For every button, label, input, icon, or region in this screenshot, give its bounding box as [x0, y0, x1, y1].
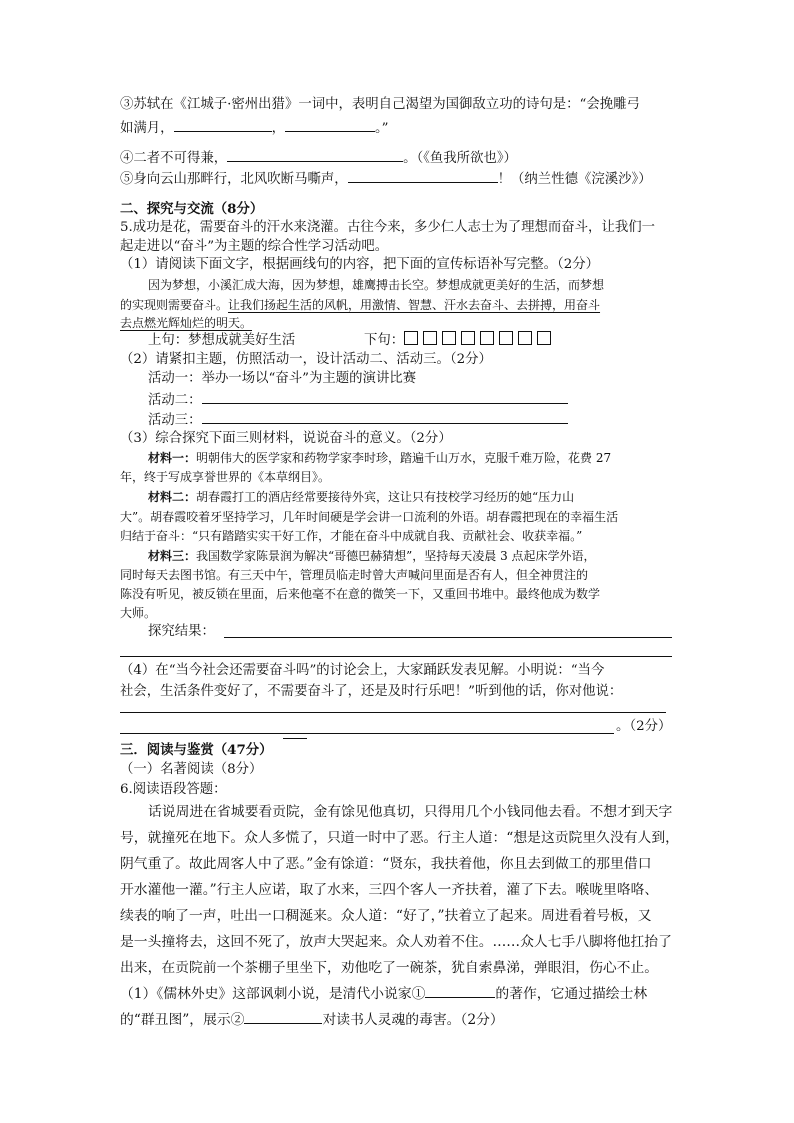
q6-1-blank-1[interactable] [425, 983, 495, 998]
char-box-3[interactable] [442, 331, 456, 345]
para1-plain: 的实现则需要奋斗。 [120, 298, 229, 312]
activity-2-label: 活动二： [148, 393, 202, 408]
slogan-lower-label: 下句： [364, 333, 405, 348]
q5-line [120, 168, 652, 190]
para1-line3: 去点燃光辉灿烂的明天。 [120, 316, 253, 330]
q6-1-text-b: 的著作，它通过描绘士林 [495, 986, 648, 1002]
excerpt-line-1: 话说周进在省城要看贡院，金有馀见他真切，只得用几个小钱同他去看。不想才到天字 [148, 804, 673, 820]
excerpt-line-2: 号，就撞死在地下。众人多慌了，只道一时中了恶。行主人道：“想是这贡院里久没有人到， [120, 830, 679, 846]
result-answer-line-2[interactable] [120, 656, 672, 657]
sub-question-3: （3）综合探究下面三则材料，说说奋斗的意义。（2分） [120, 431, 452, 446]
section2-heading: 二、探究与交流（8分） [120, 201, 264, 217]
material-1-line2: 年，终于写成享誉世界的《本草纲目》。 [120, 470, 331, 484]
activity-3-blank[interactable] [202, 409, 568, 424]
material-3-line2: 同时每天去图书馆。有三天中午，管理员临走时曾大声喊问里面是否有人，但全神贯注的 [120, 568, 589, 582]
short-mark [283, 738, 307, 739]
q4-blank[interactable] [227, 147, 403, 162]
para1-underlined: 让我们扬起生活的风帆，用激情、智慧、汗水去奋斗、去拼搏，用奋斗 [228, 298, 601, 312]
material-2-line3: 归结于奋斗：“只有踏踏实实干好工作，才能在奋斗中成就自我、贡献社会、收获幸福。” [120, 529, 583, 543]
material-3-line1 [148, 547, 596, 566]
sub-question-4-points: 。（2分） [616, 719, 672, 734]
q3-text-b: ， [271, 121, 285, 136]
q6-1-blank-2[interactable] [244, 1009, 322, 1024]
excerpt-line-3: 阴气重了。故此周客人中了恶。”金有馀道：“贤东，我扶着他，你且去到做工的那里借口 [120, 856, 652, 872]
answer-line-4b[interactable] [120, 733, 614, 734]
sub-question-4-line2: 社会，生活条件变好了，不需要奋斗了，还是及时行乐吧！”听到他的话，你对他说： [120, 684, 623, 699]
material-1-text-a: 明朝伟大的医学家和药物学家李时珍，踏遍千山万水，克服千难万险，花费 27 [196, 451, 612, 465]
q5-intro-1: 5.成功是花，需要奋斗的汗水来浇灌。古往今来，多少仁人志士为了理想而奋斗，让我们一 [120, 220, 656, 235]
activity-2-blank[interactable] [202, 389, 568, 404]
activity-3 [148, 409, 568, 431]
material-2-line2: 大”。胡春霞咬着牙坚持学习，几年时间硬是学会讲一口流利的外语。胡春霞把现在的幸福生活 [120, 510, 619, 524]
material-2-line1 [148, 488, 574, 507]
char-box-7[interactable] [518, 331, 532, 345]
char-box-5[interactable] [480, 331, 494, 345]
q3-blank-2[interactable] [285, 117, 375, 132]
material-3-line3: 陈没有听见，被反锁在里面，后来他毫不在意的微笑一下，又重回书堆中。最终他成为数学 [120, 587, 601, 601]
char-box-1[interactable] [404, 331, 418, 345]
material-3-text-a: 我国数学家陈景润为解决“哥德巴赫猜想”，坚持每天凌晨 3 点起床学外语， [196, 549, 596, 563]
q4-text-a: ④二者不可得兼， [120, 151, 228, 166]
q6-1-line2 [120, 1007, 504, 1033]
q5-text-b: ！（纳兰性德《浣溪沙》） [497, 172, 652, 187]
q3-text-c: 。” [374, 121, 389, 136]
sub-question-2: （2）请紧扣主题，仿照活动一，设计活动二、活动三。（2分） [120, 352, 492, 367]
char-box-6[interactable] [499, 331, 513, 345]
char-box-2[interactable] [423, 331, 437, 345]
material-3-label: 材料三： [148, 549, 197, 563]
excerpt-line-4: 开水灌他一灌。”行主人应诺，取了水来，三四个客人一齐扶着，灌了下去。喉咙里咯咯、 [120, 882, 659, 898]
q5-blank[interactable] [348, 168, 498, 183]
result-answer-line-1[interactable] [224, 637, 672, 638]
section3-heading: 三．阅读与鉴赏（47分） [120, 742, 273, 758]
part1-heading: （一）名著阅读（8分） [120, 762, 263, 777]
q5-text-a: ⑤身向云山那畔行，北风吹断马嘶声， [120, 172, 348, 187]
q6-1-text-a: （1）《儒林外史》这部讽刺小说，是清代小说家① [120, 986, 426, 1002]
result-label: 探究结果： [148, 624, 215, 639]
q3-line1: ③苏轼在《江城子·密州出猎》一词中，表明自己渴望为国御敌立功的诗句是：“会挽雕弓 [120, 97, 640, 112]
activity-2 [148, 389, 568, 411]
q6-heading: 6.阅读语段答题： [120, 782, 227, 797]
char-box-4[interactable] [461, 331, 475, 345]
char-box-8[interactable] [537, 331, 551, 345]
q3-text-a: 如满月， [120, 121, 174, 136]
material-2-label: 材料二： [148, 490, 197, 504]
excerpt-line-5: 续表的响了一声，吐出一口稠涎来。众人道：“好了，”扶着立了起来。周进看着号板，又 [120, 908, 652, 924]
material-1-line1 [148, 449, 611, 468]
q5-intro-2: 起走进以“奋斗”为主题的综合性学习活动吧。 [120, 239, 389, 254]
q6-1-text-c: 的“群丑图”，展示② [120, 1012, 245, 1028]
q3-blank-1[interactable] [174, 117, 272, 132]
slogan-upper: 上句：梦想成就美好生活 [148, 333, 296, 348]
q4-line [120, 147, 517, 169]
q3-line2 [120, 117, 389, 139]
sub-question-4-line1: （4）在“当今社会还需要奋斗吗”的讨论会上，大家踊跃发表见解。小明说：“当今 [120, 663, 605, 678]
material-1-label: 材料一： [148, 451, 197, 465]
q4-text-b: 。（《鱼我所欲也》） [403, 151, 517, 166]
excerpt-line-7: 出来，在贡院前一个茶棚子里坐下，劝他吃了一碗茶，犹自索鼻涕，弹眼泪，伤心不止。 [120, 960, 659, 976]
sub-question-1: （1）请阅读下面文字，根据画线句的内容，把下面的宣传标语补写完整。（2分） [120, 257, 600, 272]
activity-3-label: 活动三： [148, 413, 202, 428]
para1-line2 [120, 296, 600, 315]
material-2-text-a: 胡春霞打工的酒店经常要接待外宾，这让只有技校学习经历的她“压力山 [196, 490, 575, 504]
q6-1-text-d: 对读书人灵魂的毒害。（2分） [322, 1012, 504, 1028]
para1-line1: 因为梦想，小溪汇成大海，因为梦想，雄鹰搏击长空。梦想成就更美好的生活，而梦想 [148, 278, 605, 292]
activity-1: 活动一：举办一场以“奋斗”为主题的演讲比赛 [148, 371, 417, 386]
excerpt-line-6: 是一头撞将去，这回不死了，放声大哭起来。众人劝着不住。……众人七手八脚将他扛抬了 [120, 934, 672, 950]
slogan-lower [364, 331, 556, 351]
q6-1-line1 [120, 981, 647, 1007]
material-3-line4: 大师。 [120, 606, 157, 620]
answer-line-4a[interactable] [120, 712, 666, 713]
